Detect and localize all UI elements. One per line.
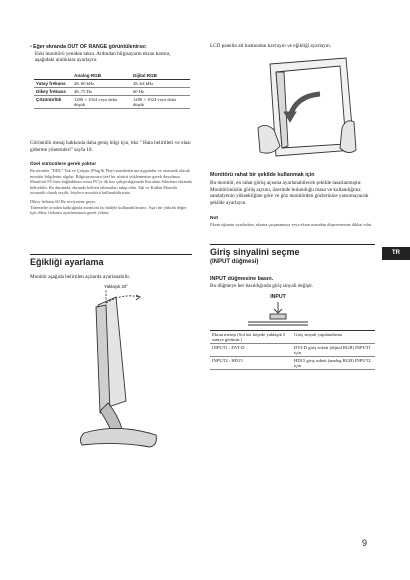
monitor-tilt-illustration [70,283,180,455]
driver-section [30,162,192,216]
col-analog: Analog RGB [72,72,131,80]
tilt-text: Monitör aşağıda belirtilen açılarda ayarlanabilir. [30,274,131,280]
table-row: Çözünürlük 1280 × 1024 veya daha düşük 1280 × 1024 veya daha düşük [34,96,190,109]
input-subtitle: (INPUT düğmesi) [210,259,259,265]
right-top-text: LCD panelin alt kısmından kavrayın ve eğikliği ayarlayın. [210,43,332,49]
after-table-text: Görüntülü mesaj hakkında daha geniş bilgi için, bkz " Hata belirtileri ve olası giderme yöntemleri" sayfa 18. [30,140,191,153]
table-row: Dikey frekans 48–75 Hz 60 Hz [34,88,190,96]
driver-p4: Titremeler ortadan kalktığında monitörü bu haliyle kullanabilirsiniz. Aşırı bir yüksek değer için dikey frekansı ayarlamanıza gerek yoktur. [30,204,187,216]
driver-p3: Dikey frekans 60 Hz seviyesine geçer. [30,198,96,204]
driver-p2: Monitörü PC'nize bağladıktan sonra PC'yi ilk kez çalıştırdığınızda Kurulum Sihirbazı ekranda belirebilir. Bu durumda, ekranda beliren talimatları takip edin. Tak ve Kullan Monitör otomatik olarak seçilir, böylece monitörü kullanabilirsiniz. [30,179,192,196]
comfort-heading: Monitörü rahat bir şekilde kullanmak için [210,172,315,178]
tilt-title: Eğikliği ayarlama [30,257,104,267]
out-of-range-block: • Eğer ekranda OUT OF RANGE görüntülenirse: Eski monitörü yeniden takın. Ardından bilgisayarın ekran kartını, aşağıdaki aralıklara ayarlayın. [30,44,190,64]
col-digital: Dijital RGB [131,72,190,80]
driver-heading: Özel sürücülere gerek yoktur [30,162,97,167]
note-text: Ekran eğimini ayarlarken, ekrana çarpmamaya veya ekran masadan düşmemesine dikkat edin. [210,222,373,227]
page-number: 9 [362,538,368,548]
table-row: Yatay frekans 28–80 kHz 28–64 kHz [34,80,190,88]
out-of-range-heading: Eğer ekranda OUT OF RANGE görüntülenirse: [33,44,147,50]
input-button-label: INPUT [270,294,286,300]
input-title: Giriş sinyalini seçme [210,247,300,257]
table-row: Ekran mesajı (Sol üst köşede yaklaşık 5 saniye görünür.) Giriş sinyali yapılandırma [210,331,375,344]
out-of-range-text: Eski monitörü yeniden takın. Ardından bilgisayarın ekran kartını, aşağıdaki aralıklara ayarlayın. [35,50,171,64]
divider [30,254,192,255]
divider [210,244,375,245]
monitor-hands-illustration [250,56,360,166]
table-row: INPUT2 : HD15 HD15 giriş soketi (analog RGB) INPUT2 için [210,357,375,370]
table-row: INPUT1 : DVI-D DVI-D giriş soketi (dijital RGB) INPUT1 için [210,344,375,357]
driver-p1: Bu monitör "DDC" Tak ve Çalıştır (Plug & Play) standartlarına uygundur ve otomatik olarak monitör bilgilerini algılar. Bilgisayarınıza özel bir sürücü yüklemenize gerek duyulmaz. [30,168,190,179]
spec-table [34,72,190,109]
input-instruction-heading: INPUT düğmesine basın. [210,276,274,282]
tilt-angle-label: Yaklaşık 20° [104,284,129,289]
spec-table-header [34,72,190,80]
input-instruction-text: Bu düğmeye her basıldığında giriş sinyali değişir. [210,283,314,289]
language-tab: TR [382,247,410,260]
comfort-text: Bu monitör, en rahat görüş açısına ayarlanabilecek şekilde tasarlanmıştır. Monitörünüzün görüş açısını, üzerinde bulunduğu masa ve kullandığınız sandalyenin yüksekliğine göre ve göz monitörden gözlerinize yansımayacak şekilde ayarlayın. [210,180,369,206]
input-table [210,330,375,370]
input-button-illustration [246,300,310,330]
note-heading: Not [210,216,218,221]
